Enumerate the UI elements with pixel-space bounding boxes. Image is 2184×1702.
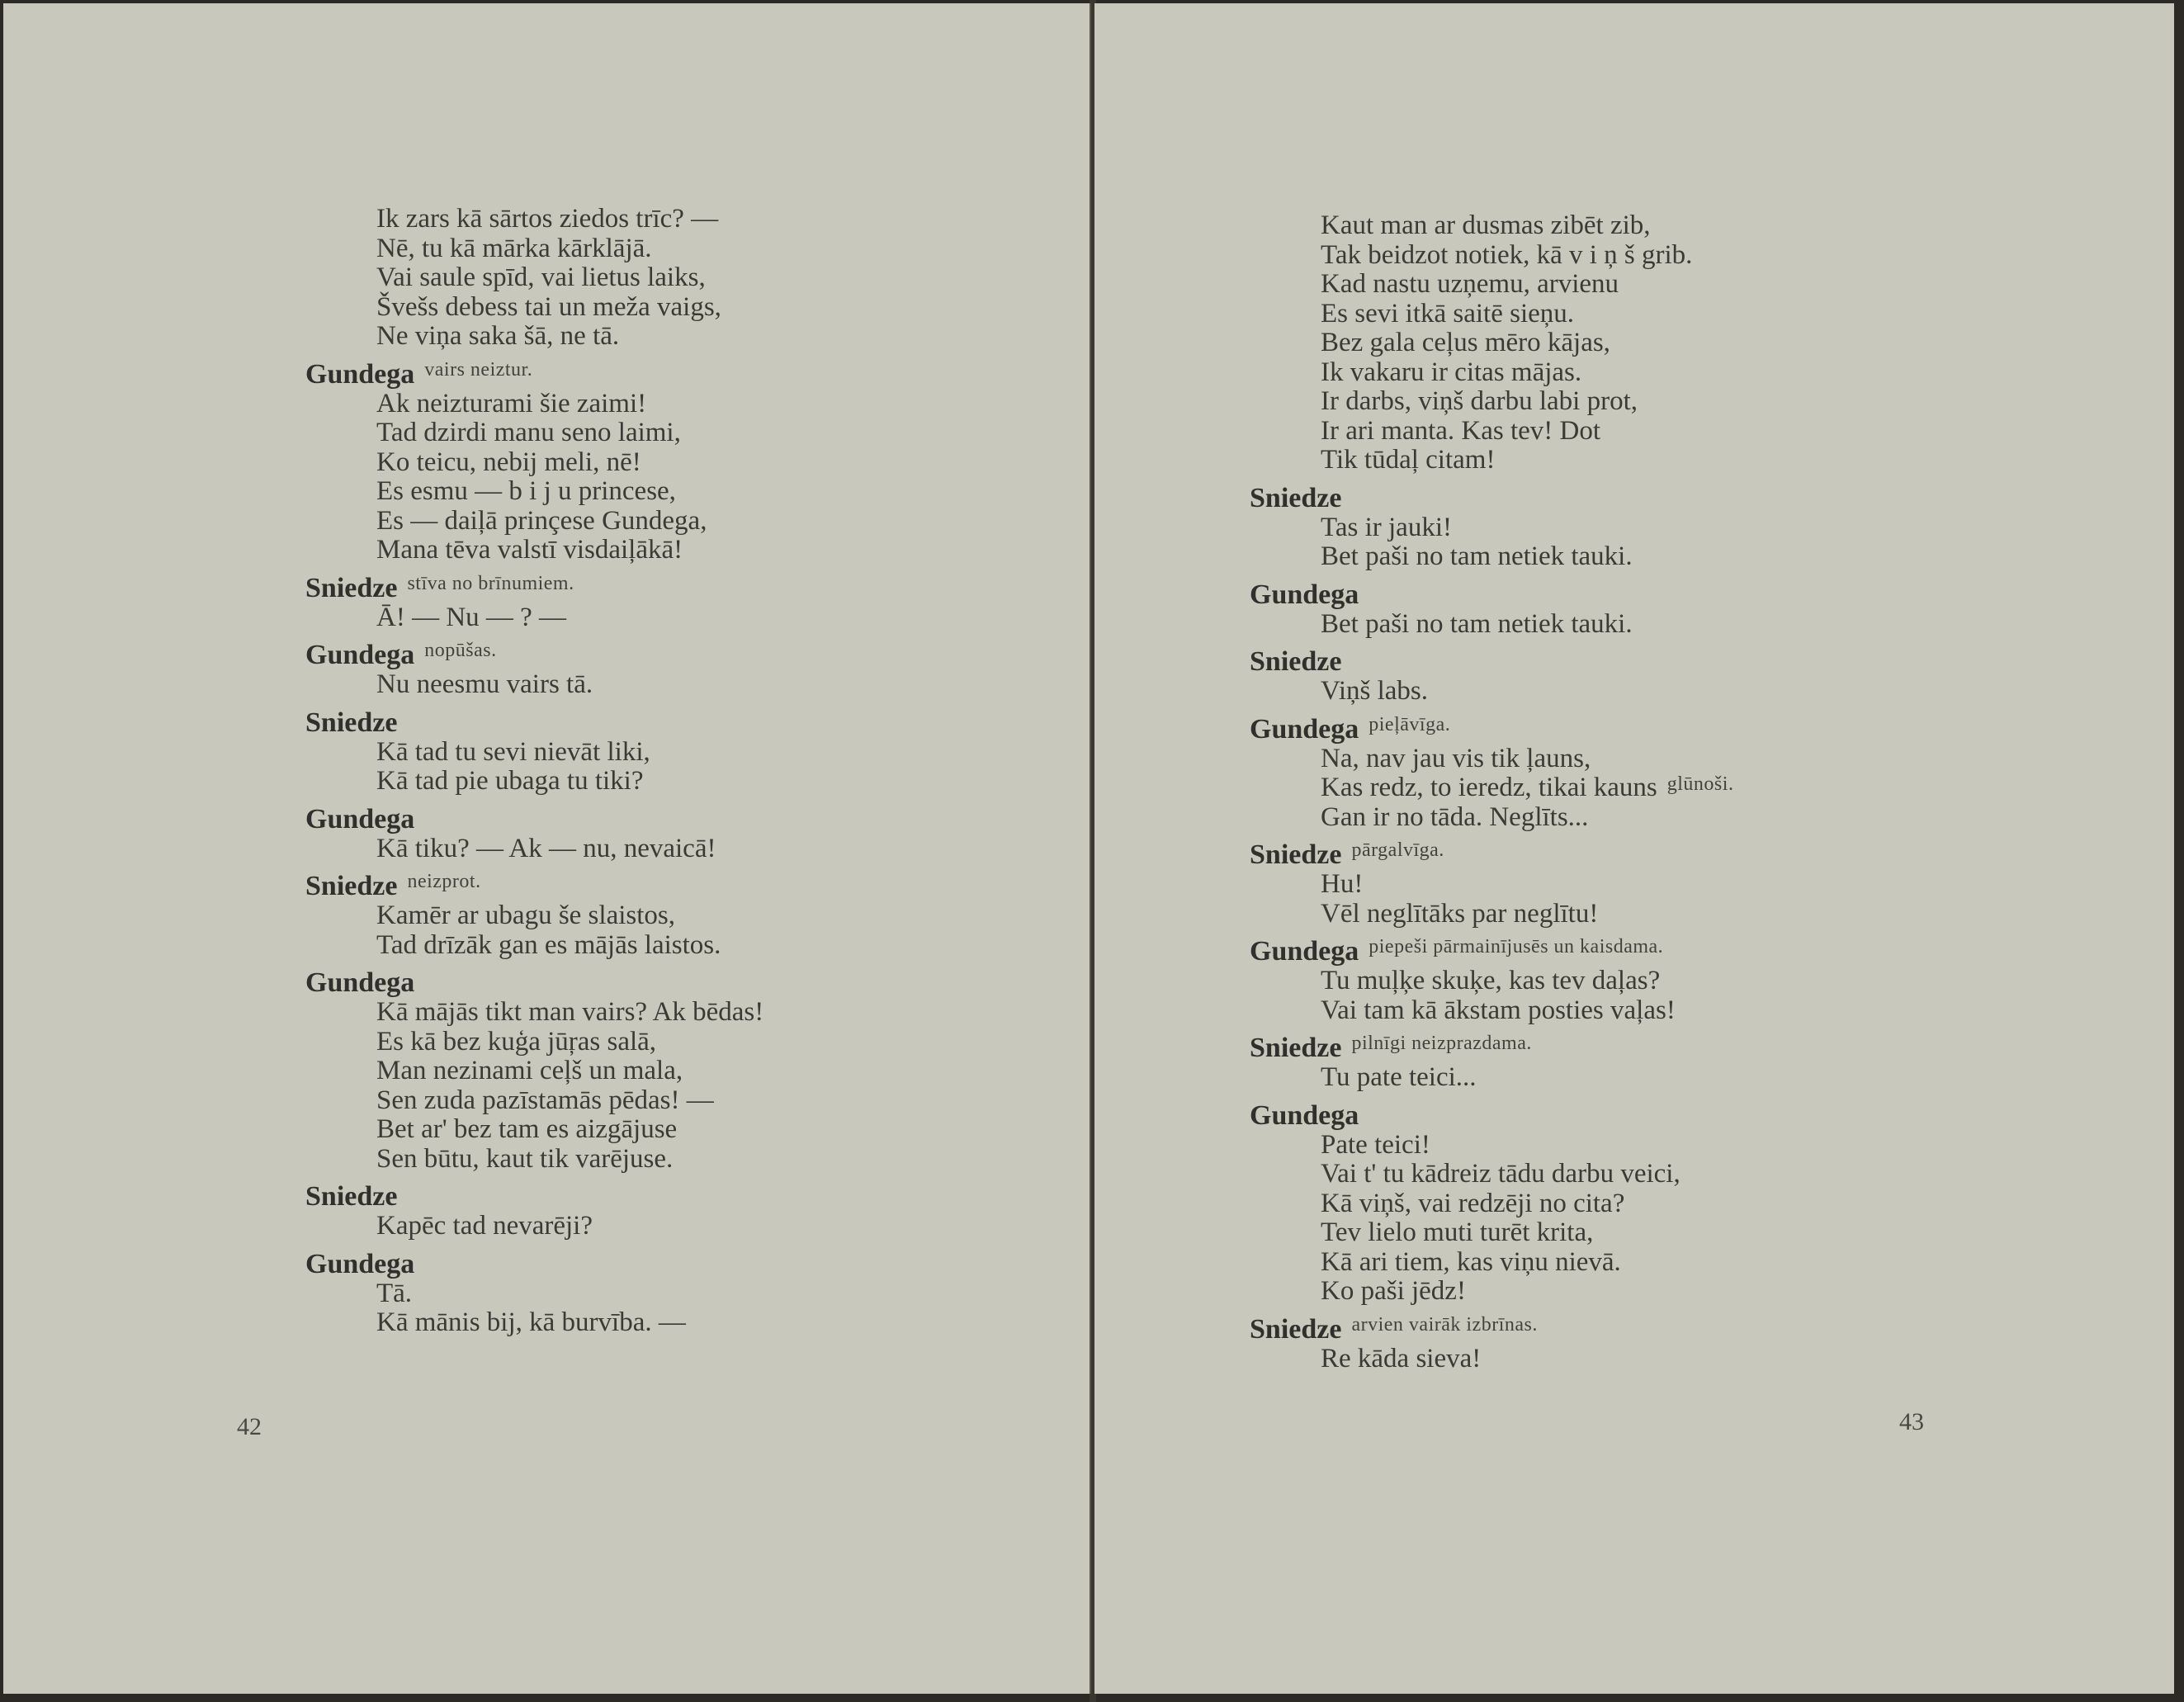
verse-line bbox=[1250, 329, 1733, 358]
verse-line bbox=[1250, 446, 1733, 475]
right-page-text bbox=[1250, 211, 1733, 1373]
verse-text: Ā! — Nu — ? — bbox=[376, 602, 567, 632]
verse-text: Es sevi itkā saitē sieņu. bbox=[1321, 298, 1575, 329]
verse-line bbox=[305, 1057, 763, 1086]
verse-line bbox=[305, 931, 763, 961]
verse-line bbox=[1250, 241, 1733, 271]
speaker-line bbox=[305, 705, 763, 738]
verse-line bbox=[305, 507, 763, 537]
verse-text: Ko paši jēdz! bbox=[1321, 1276, 1466, 1306]
speaker-line bbox=[305, 801, 763, 834]
verse-line bbox=[305, 293, 763, 323]
verse-line bbox=[305, 670, 763, 700]
verse-line bbox=[305, 448, 763, 478]
right-page bbox=[1094, 3, 2174, 1694]
speaker-line bbox=[1250, 577, 1733, 610]
verse-line bbox=[305, 418, 763, 448]
verse-text: Tak beidzot notiek, kā v i ņ š grib. bbox=[1321, 239, 1693, 270]
speaker-line bbox=[1250, 837, 1733, 870]
verse-line bbox=[305, 1115, 763, 1145]
verse-line bbox=[1250, 610, 1733, 640]
verse-text: Nu neesmu vairs tā. bbox=[376, 669, 593, 699]
verse-line bbox=[1250, 270, 1733, 300]
verse-text: Kā tad pie ubaga tu tiki? bbox=[376, 766, 644, 796]
verse-text: Bet ar' bez tam es aizgājuse bbox=[376, 1114, 678, 1144]
verse-line bbox=[1250, 745, 1733, 774]
verse-line bbox=[1250, 542, 1733, 572]
verse-text: Tu muļķe skuķe, kas tev daļas? bbox=[1321, 966, 1661, 995]
stage-direction: pilnīgi neizprazdama. bbox=[1351, 1033, 1532, 1054]
verse-line bbox=[305, 205, 763, 234]
verse-line bbox=[1250, 1345, 1733, 1374]
verse-line bbox=[1250, 870, 1733, 900]
stage-direction: arvien vairāk izbrīnas. bbox=[1351, 1313, 1538, 1336]
verse-text: Vēl neglītāks par neglītu! bbox=[1321, 898, 1599, 929]
speaker-name: Gundega bbox=[305, 640, 415, 670]
speaker-name: Sniedze bbox=[1250, 646, 1342, 677]
verse-text: Bez gala ceļus mēro kājas, bbox=[1321, 328, 1610, 357]
stage-direction: nopūšas. bbox=[424, 640, 497, 661]
page-number: 43 bbox=[1899, 1408, 1924, 1435]
verse-text: Švešs debess tai un meža vaigs, bbox=[376, 291, 721, 322]
verse-text: Es kā bez kuģa jūŗas salā, bbox=[376, 1026, 657, 1057]
stage-direction: neizprot. bbox=[407, 871, 481, 892]
verse-line bbox=[1250, 300, 1733, 329]
speaker-name: Sniedze bbox=[1250, 482, 1342, 513]
stage-direction: vairs neiztur. bbox=[424, 358, 533, 381]
verse-text: Es — daiļā prinçese Gundega, bbox=[376, 505, 707, 536]
verse-text: Ne viņa saka šā, ne tā. bbox=[376, 321, 620, 351]
speaker-name: Sniedze bbox=[305, 572, 398, 603]
verse-line bbox=[1250, 513, 1733, 543]
left-page-text bbox=[305, 205, 763, 1338]
verse-text: Kaut man ar dusmas zibēt zib, bbox=[1321, 210, 1651, 240]
verse-line bbox=[1250, 773, 1733, 803]
speaker-name: Gundega bbox=[1250, 713, 1359, 745]
verse-text: Re kāda sieva! bbox=[1321, 1343, 1482, 1373]
verse-line bbox=[1250, 1160, 1733, 1189]
verse-text: Kad nastu uzņemu, arvienu bbox=[1321, 269, 1619, 299]
verse-text: Es esmu — b i j u princese, bbox=[376, 476, 676, 506]
verse-text: Tas ir jauki! bbox=[1321, 512, 1452, 542]
verse-line bbox=[1250, 387, 1733, 417]
verse-text: Kā mājās tikt man vairs? Ak bēdas! bbox=[376, 997, 764, 1027]
verse-text: Kā tiku? — Ak — nu, nevaicā! bbox=[376, 833, 716, 863]
verse-text: Gan ir no tāda. Neglīts... bbox=[1321, 801, 1589, 832]
speaker-line bbox=[305, 1179, 763, 1212]
verse-line bbox=[305, 322, 763, 352]
verse-text: Tu pate teici... bbox=[1321, 1062, 1477, 1092]
speaker-name: Gundega bbox=[1250, 579, 1359, 610]
verse-line bbox=[1250, 1248, 1733, 1278]
verse-text: Vai tam kā ākstam posties vaļas! bbox=[1321, 995, 1676, 1025]
verse-text: Ir ari manta. Kas tev! Dot bbox=[1321, 415, 1601, 446]
verse-text: Kā ari tiem, kas viņu nievā. bbox=[1321, 1246, 1621, 1277]
verse-text: Tik tūdaļ citam! bbox=[1321, 445, 1496, 475]
verse-text: Kā mānis bij, kā burvība. — bbox=[376, 1307, 686, 1337]
speaker-line bbox=[305, 570, 763, 603]
verse-line bbox=[305, 901, 763, 931]
verse-line bbox=[1250, 677, 1733, 707]
verse-text: Ik zars kā sārtos ziedos trīc? — bbox=[376, 204, 719, 234]
speaker-line bbox=[1250, 480, 1733, 513]
verse-text: Kas redz, to ieredz, tikai kauns bbox=[1321, 773, 1657, 802]
verse-text: Na, nav jau vis tik ļauns, bbox=[1321, 743, 1591, 773]
verse-line bbox=[1250, 1277, 1733, 1307]
verse-text: Bet paši no tam netiek tauki. bbox=[1321, 541, 1633, 571]
verse-line bbox=[1250, 803, 1733, 833]
verse-text: Tad dzirdi manu seno laimi, bbox=[376, 418, 681, 447]
speaker-name: Sniedze bbox=[305, 871, 398, 901]
verse-line bbox=[1250, 996, 1733, 1026]
speaker-line bbox=[1250, 934, 1733, 967]
verse-text: Tā. bbox=[376, 1278, 413, 1308]
verse-text: Mana tēva valstī visdaiļākā! bbox=[376, 535, 683, 565]
verse-line bbox=[305, 390, 763, 419]
verse-line bbox=[305, 998, 763, 1028]
verse-line bbox=[305, 1145, 763, 1175]
speaker-name: Gundega bbox=[305, 967, 415, 998]
verse-text: Ak neizturami šie zaimi! bbox=[376, 388, 647, 418]
verse-text: Tad drīzāk gan es mājās laistos. bbox=[376, 929, 721, 960]
speaker-name: Gundega bbox=[305, 803, 415, 834]
speaker-name: Sniedze bbox=[305, 707, 398, 738]
verse-line bbox=[1250, 900, 1733, 929]
speaker-line bbox=[1250, 1030, 1733, 1063]
verse-line bbox=[1250, 1063, 1733, 1093]
verse-line bbox=[305, 1086, 763, 1116]
speaker-line bbox=[305, 357, 763, 390]
stage-direction: stīva no brīnumiem. bbox=[407, 572, 574, 594]
verse-line bbox=[305, 263, 763, 293]
stage-direction: pieļāvīga. bbox=[1369, 713, 1451, 735]
verse-text: Man nezinami ceļš un mala, bbox=[376, 1056, 683, 1085]
speaker-line bbox=[305, 1246, 763, 1279]
verse-line bbox=[1250, 417, 1733, 447]
verse-line bbox=[1250, 211, 1733, 241]
speaker-name: Gundega bbox=[305, 1248, 415, 1279]
speaker-line bbox=[305, 965, 763, 998]
verse-line bbox=[305, 767, 763, 797]
verse-line bbox=[1250, 967, 1733, 996]
stage-direction: piepeši pārmainījusēs un kaisdama. bbox=[1369, 936, 1664, 957]
verse-text: Vai saule spīd, vai lietus laiks, bbox=[376, 262, 706, 292]
verse-line bbox=[1250, 358, 1733, 388]
verse-line bbox=[305, 234, 763, 264]
speaker-name: Sniedze bbox=[1250, 1313, 1342, 1345]
verse-text: Ko teicu, nebij meli, nē! bbox=[376, 447, 641, 477]
speaker-name: Sniedze bbox=[1250, 1033, 1342, 1063]
speaker-name: Sniedze bbox=[305, 1181, 398, 1212]
verse-text: Kā viņš, vai redzēji no cita? bbox=[1321, 1188, 1625, 1218]
verse-text: Nē, tu kā mārka kārklājā. bbox=[376, 233, 652, 263]
stage-direction: glūnoši. bbox=[1666, 773, 1734, 795]
speaker-line bbox=[305, 868, 763, 901]
verse-line bbox=[305, 1279, 763, 1309]
verse-text: Vai t' tu kādreiz tādu darbu veici, bbox=[1321, 1159, 1681, 1189]
verse-text: Pate teici! bbox=[1321, 1129, 1430, 1160]
verse-text: Viņš labs. bbox=[1321, 676, 1429, 706]
verse-text: Kā tad tu sevi nievāt liki, bbox=[376, 736, 650, 767]
verse-text: Kamēr ar ubagu še slaistos, bbox=[376, 901, 675, 930]
verse-line bbox=[1250, 1218, 1733, 1248]
speaker-line bbox=[1250, 1312, 1733, 1345]
speaker-name: Gundega bbox=[305, 358, 415, 390]
speaker-line bbox=[305, 637, 763, 670]
verse-line bbox=[305, 536, 763, 565]
verse-text: Sen zuda pazīstamās pēdas! — bbox=[376, 1085, 714, 1115]
verse-line bbox=[1250, 1189, 1733, 1219]
page-number: 42 bbox=[237, 1413, 262, 1440]
verse-text: Tev lielo muti turēt krita, bbox=[1321, 1217, 1594, 1247]
speaker-line bbox=[1250, 644, 1733, 677]
left-page bbox=[3, 3, 1091, 1694]
speaker-line bbox=[1250, 1098, 1733, 1131]
verse-text: Ir darbs, viņš darbu labi prot, bbox=[1321, 386, 1638, 416]
stage-direction: pārgalvīga. bbox=[1351, 839, 1444, 861]
speaker-name: Gundega bbox=[1250, 1099, 1359, 1131]
speaker-line bbox=[1250, 712, 1733, 745]
verse-line bbox=[305, 603, 763, 633]
verse-line bbox=[305, 477, 763, 507]
verse-text: Sen būtu, kaut tik varējuse. bbox=[376, 1143, 674, 1174]
verse-line bbox=[305, 1212, 763, 1241]
speaker-name: Sniedze bbox=[1250, 839, 1342, 870]
verse-line bbox=[1250, 1131, 1733, 1161]
verse-line bbox=[305, 1028, 763, 1057]
verse-line bbox=[305, 1308, 763, 1338]
verse-text: Bet paši no tam netiek tauki. bbox=[1321, 608, 1633, 639]
verse-line bbox=[305, 834, 763, 864]
verse-line bbox=[305, 738, 763, 768]
verse-text: Kapēc tad nevarēji? bbox=[376, 1211, 593, 1241]
speaker-name: Gundega bbox=[1250, 936, 1359, 967]
verse-text: Hu! bbox=[1321, 869, 1364, 899]
verse-text: Ik vakaru ir citas mājas. bbox=[1321, 357, 1582, 387]
